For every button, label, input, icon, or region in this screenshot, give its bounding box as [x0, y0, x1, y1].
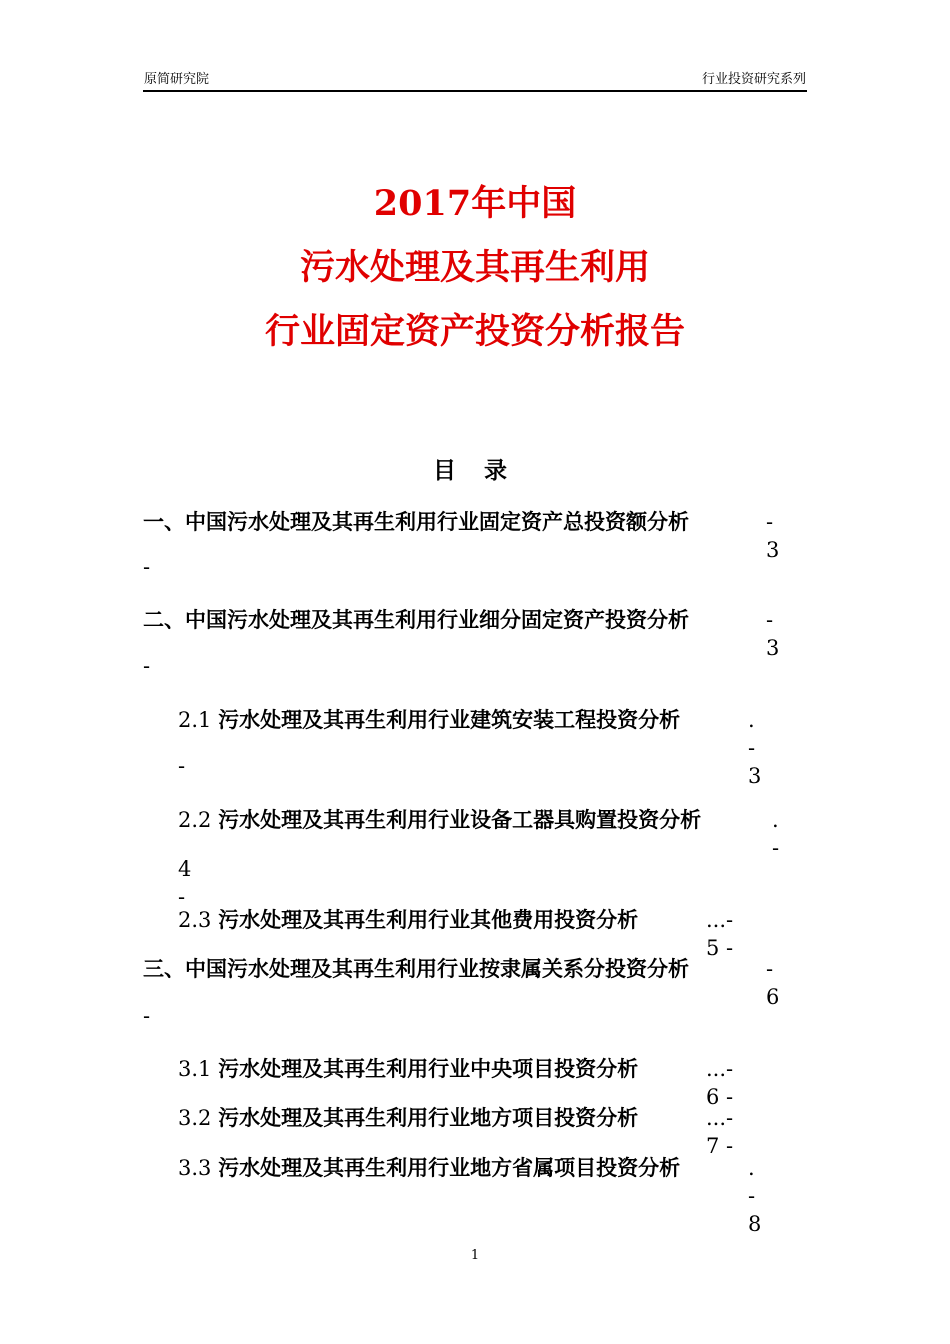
toc-entry-2-3[interactable]	[178, 906, 638, 934]
toc-entry-text: 污水处理及其再生利用行业中央项目投资分析	[218, 1056, 639, 1081]
page-number: 1	[470, 1248, 480, 1263]
toc-entry-text: 中国污水处理及其再生利用行业固定资产总投资额分析	[185, 509, 689, 534]
title-line-1: 2017年中国	[373, 183, 577, 224]
toc-entry-2-1[interactable]	[178, 706, 680, 734]
toc-entry-number: 2.2	[178, 808, 219, 832]
toc-entry-text: 中国污水处理及其再生利用行业细分固定资产投资分析	[185, 607, 689, 632]
toc-entry-3-1-page: ...- 6 -	[706, 1057, 734, 1109]
toc-entry-3-1[interactable]	[178, 1055, 638, 1083]
toc-entry-text: 污水处理及其再生利用行业地方省属项目投资分析	[218, 1155, 681, 1180]
toc-entry-number: 三、	[143, 956, 185, 981]
toc-entry-number: 3.3	[178, 1156, 219, 1180]
title-line-3: 行业固定资产投资分析报告	[264, 311, 685, 352]
header-institute: 原简研究院	[144, 72, 210, 87]
toc-entry-number: 3.2	[178, 1106, 219, 1130]
toc-entry-1-page-cont: -	[143, 555, 151, 579]
toc-entry-3[interactable]	[143, 955, 689, 983]
toc-entry-2-1-page-cont: -	[178, 754, 186, 778]
toc-entry-3-2[interactable]	[178, 1104, 638, 1132]
toc-entry-number: 二、	[143, 607, 185, 632]
toc-entry-2[interactable]	[143, 606, 689, 634]
toc-entry-number: 一、	[143, 509, 185, 534]
toc-entry-number: 2.3	[178, 908, 219, 932]
title-line-2: 污水处理及其再生利用	[299, 247, 650, 288]
toc-entry-number: 2.1	[178, 708, 219, 732]
toc-entry-text: 污水处理及其再生利用行业建筑安装工程投资分析	[218, 707, 681, 732]
page-header	[143, 64, 807, 92]
toc-entry-3-2-page: ...- 7 -	[706, 1106, 734, 1158]
toc-entry-2-2-page: . -	[772, 808, 780, 860]
toc-entry-1[interactable]	[143, 508, 689, 536]
toc-entry-number: 3.1	[178, 1057, 219, 1081]
toc-entry-3-3-page: . - 8	[748, 1156, 762, 1236]
toc-entry-3-page: - 6	[766, 957, 780, 1009]
toc-entry-text: 污水处理及其再生利用行业其他费用投资分析	[218, 907, 639, 932]
toc-entry-text: 中国污水处理及其再生利用行业按隶属关系分投资分析	[185, 956, 689, 981]
toc-entry-3-3[interactable]	[178, 1154, 680, 1182]
toc-entry-2-1-page: . - 3	[748, 708, 762, 788]
toc-heading: 目 录	[432, 458, 517, 484]
header-series: 行业投资研究系列	[701, 72, 806, 87]
toc-entry-2-page: - 3	[766, 608, 780, 660]
toc-entry-2-3-page: ...- 5 -	[706, 908, 734, 960]
toc-entry-2-page-cont: -	[143, 654, 151, 678]
toc-entry-3-page-cont: -	[143, 1004, 151, 1028]
toc-entry-2-2-page-cont: 4 -	[178, 857, 192, 909]
toc-entry-1-page: - 3	[766, 510, 780, 562]
toc-entry-2-2[interactable]	[178, 806, 701, 834]
toc-entry-text: 污水处理及其再生利用行业设备工器具购置投资分析	[218, 807, 702, 832]
toc-entry-text: 污水处理及其再生利用行业地方项目投资分析	[218, 1105, 639, 1130]
